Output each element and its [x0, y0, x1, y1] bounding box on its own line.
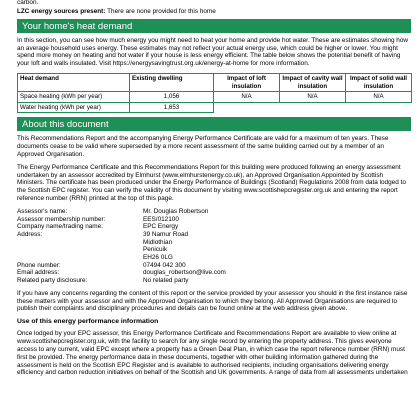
row-label: Water heating (kWh per year) — [18, 102, 130, 113]
company-label: Company name/trading name: — [17, 223, 103, 231]
lzc-line — [17, 8, 411, 16]
heat-demand-table — [17, 73, 412, 113]
header-cavity-wall: Impact of cavity wall insulation — [280, 74, 346, 92]
phone-label: Phone number: — [17, 261, 61, 269]
table-row — [18, 92, 412, 103]
about-paragraph-use: Once lodged by your EPC assessor, this Energy Performance Certificate and Recommendations Report are available to view online at www.scottishepcregister.org.uk, with the facility to search for any single record by entering the property address. This gives everyone access to any current, valid EPC except where a property has a Green Deal Plan, in which case the report reference number (RRN) must first be provided. The energy performance data in these documents, together with other building information gathered during the assessment is held on the Scottish EPC Register and is available to authorised recipients, including organisations delivering energy efficiency and carbon reduction initiatives on behalf of the Scottish and UK governments. A range of data from all assessments undertaken — [17, 330, 408, 377]
about-document-heading: About this document — [17, 117, 411, 131]
phone-value: 07494 042 300 — [143, 261, 186, 269]
use-of-information-heading: Use of this energy performance information — [17, 318, 159, 326]
lzc-label: LZC energy sources present: — [17, 8, 106, 15]
email-label: Email address: — [17, 269, 60, 277]
heat-demand-heading: Your home's heat demand — [17, 19, 411, 33]
related-party-value: No related party — [143, 277, 189, 284]
empty-cell — [280, 102, 346, 113]
heat-demand-intro: In this section, you can see how much energy you might need to heat your home and provide hot water. These are estimates showing how an average household uses energy. These estimates may not reflect your actual energy use, which could be higher or lower. You might spend more money on heating and hot water if your house is less energy efficient. The table below shows the potential benefit of having your loft and walls insulated. Visit https://energysavingtrust.org.uk/energy-at-home for more information. — [17, 36, 409, 68]
header-existing-dwelling: Existing dwelling — [130, 74, 214, 92]
address-line: EH26 0LG — [143, 253, 173, 261]
table-header-row — [18, 74, 412, 92]
membership-value: EES/012100 — [143, 215, 179, 223]
header-solid-wall: Impact of solid wall insulation — [346, 74, 412, 92]
cell-existing: 1,653 — [130, 102, 214, 113]
cell-solid: N/A — [346, 92, 412, 103]
cut-off-line — [17, 0, 411, 8]
related-party-label: Related party disclosure: — [17, 277, 88, 284]
cell-loft: N/A — [214, 92, 280, 103]
address-line: Midlothian — [143, 238, 173, 246]
address-line: 39 Namur Road — [143, 230, 189, 238]
row-label: Space heating (kWh per year) — [18, 92, 130, 103]
assessor-details — [17, 208, 411, 285]
assessor-name-label: Assessor's name: — [17, 207, 68, 215]
membership-label: Assessor membership number: — [17, 215, 106, 223]
empty-cell — [346, 102, 412, 113]
header-heat-demand: Heat demand — [18, 74, 130, 92]
empty-cell — [214, 102, 280, 113]
address-label: Address: — [17, 230, 43, 238]
cell-existing: 1,056 — [130, 92, 214, 103]
about-paragraph-concerns: If you have any concerns regarding the content of this report or the service provided by your assessor you should in the first instance raise these matters with your assessor and with the Approved Organisation to which they belong. All Approved Organisations are required to publish their complaints and disciplinary procedures and details can be found online at the web address given above. — [17, 289, 408, 313]
address-line: Penicuik — [143, 246, 168, 254]
assessor-name-value: Mr. Douglas Robertson — [143, 207, 209, 215]
email-value: douglas_robertson@live.com — [143, 269, 226, 277]
cell-cavity: N/A — [280, 92, 346, 103]
cut-off-text: carbon. — [17, 0, 39, 6]
about-paragraph-validity: This Recommendations Report and the accompanying Energy Performance Certificate are valid for a maximum of ten years. These documents cease to be valid where superseded by a more recent assessment of the same building carried out by a member of an Approved Organisation. — [17, 135, 389, 158]
table-row — [18, 102, 412, 113]
lzc-value: There are none provided for this home — [107, 8, 216, 15]
company-value: EPC Energy — [143, 223, 179, 231]
about-paragraph-assessment: The Energy Performance Certificate and this Recommendations Report for this building were produced following an energy assessment undertaken by an assessor accredited by Elmhurst (www.elmhurstenergy.co.uk), an Approved Organisation Appointed by Scottish Ministers. The certificate has been produced under the Energy Performance of Buildings (Scotland) Regulations 2008 from data lodged to the Scottish EPC register. You can verify the validity of this document by visiting www.scottishepcregister.org.uk and entering the report reference number (RRN) printed at the top of this page. — [17, 163, 406, 202]
header-loft-insulation: Impact of loft insulation — [214, 74, 280, 92]
